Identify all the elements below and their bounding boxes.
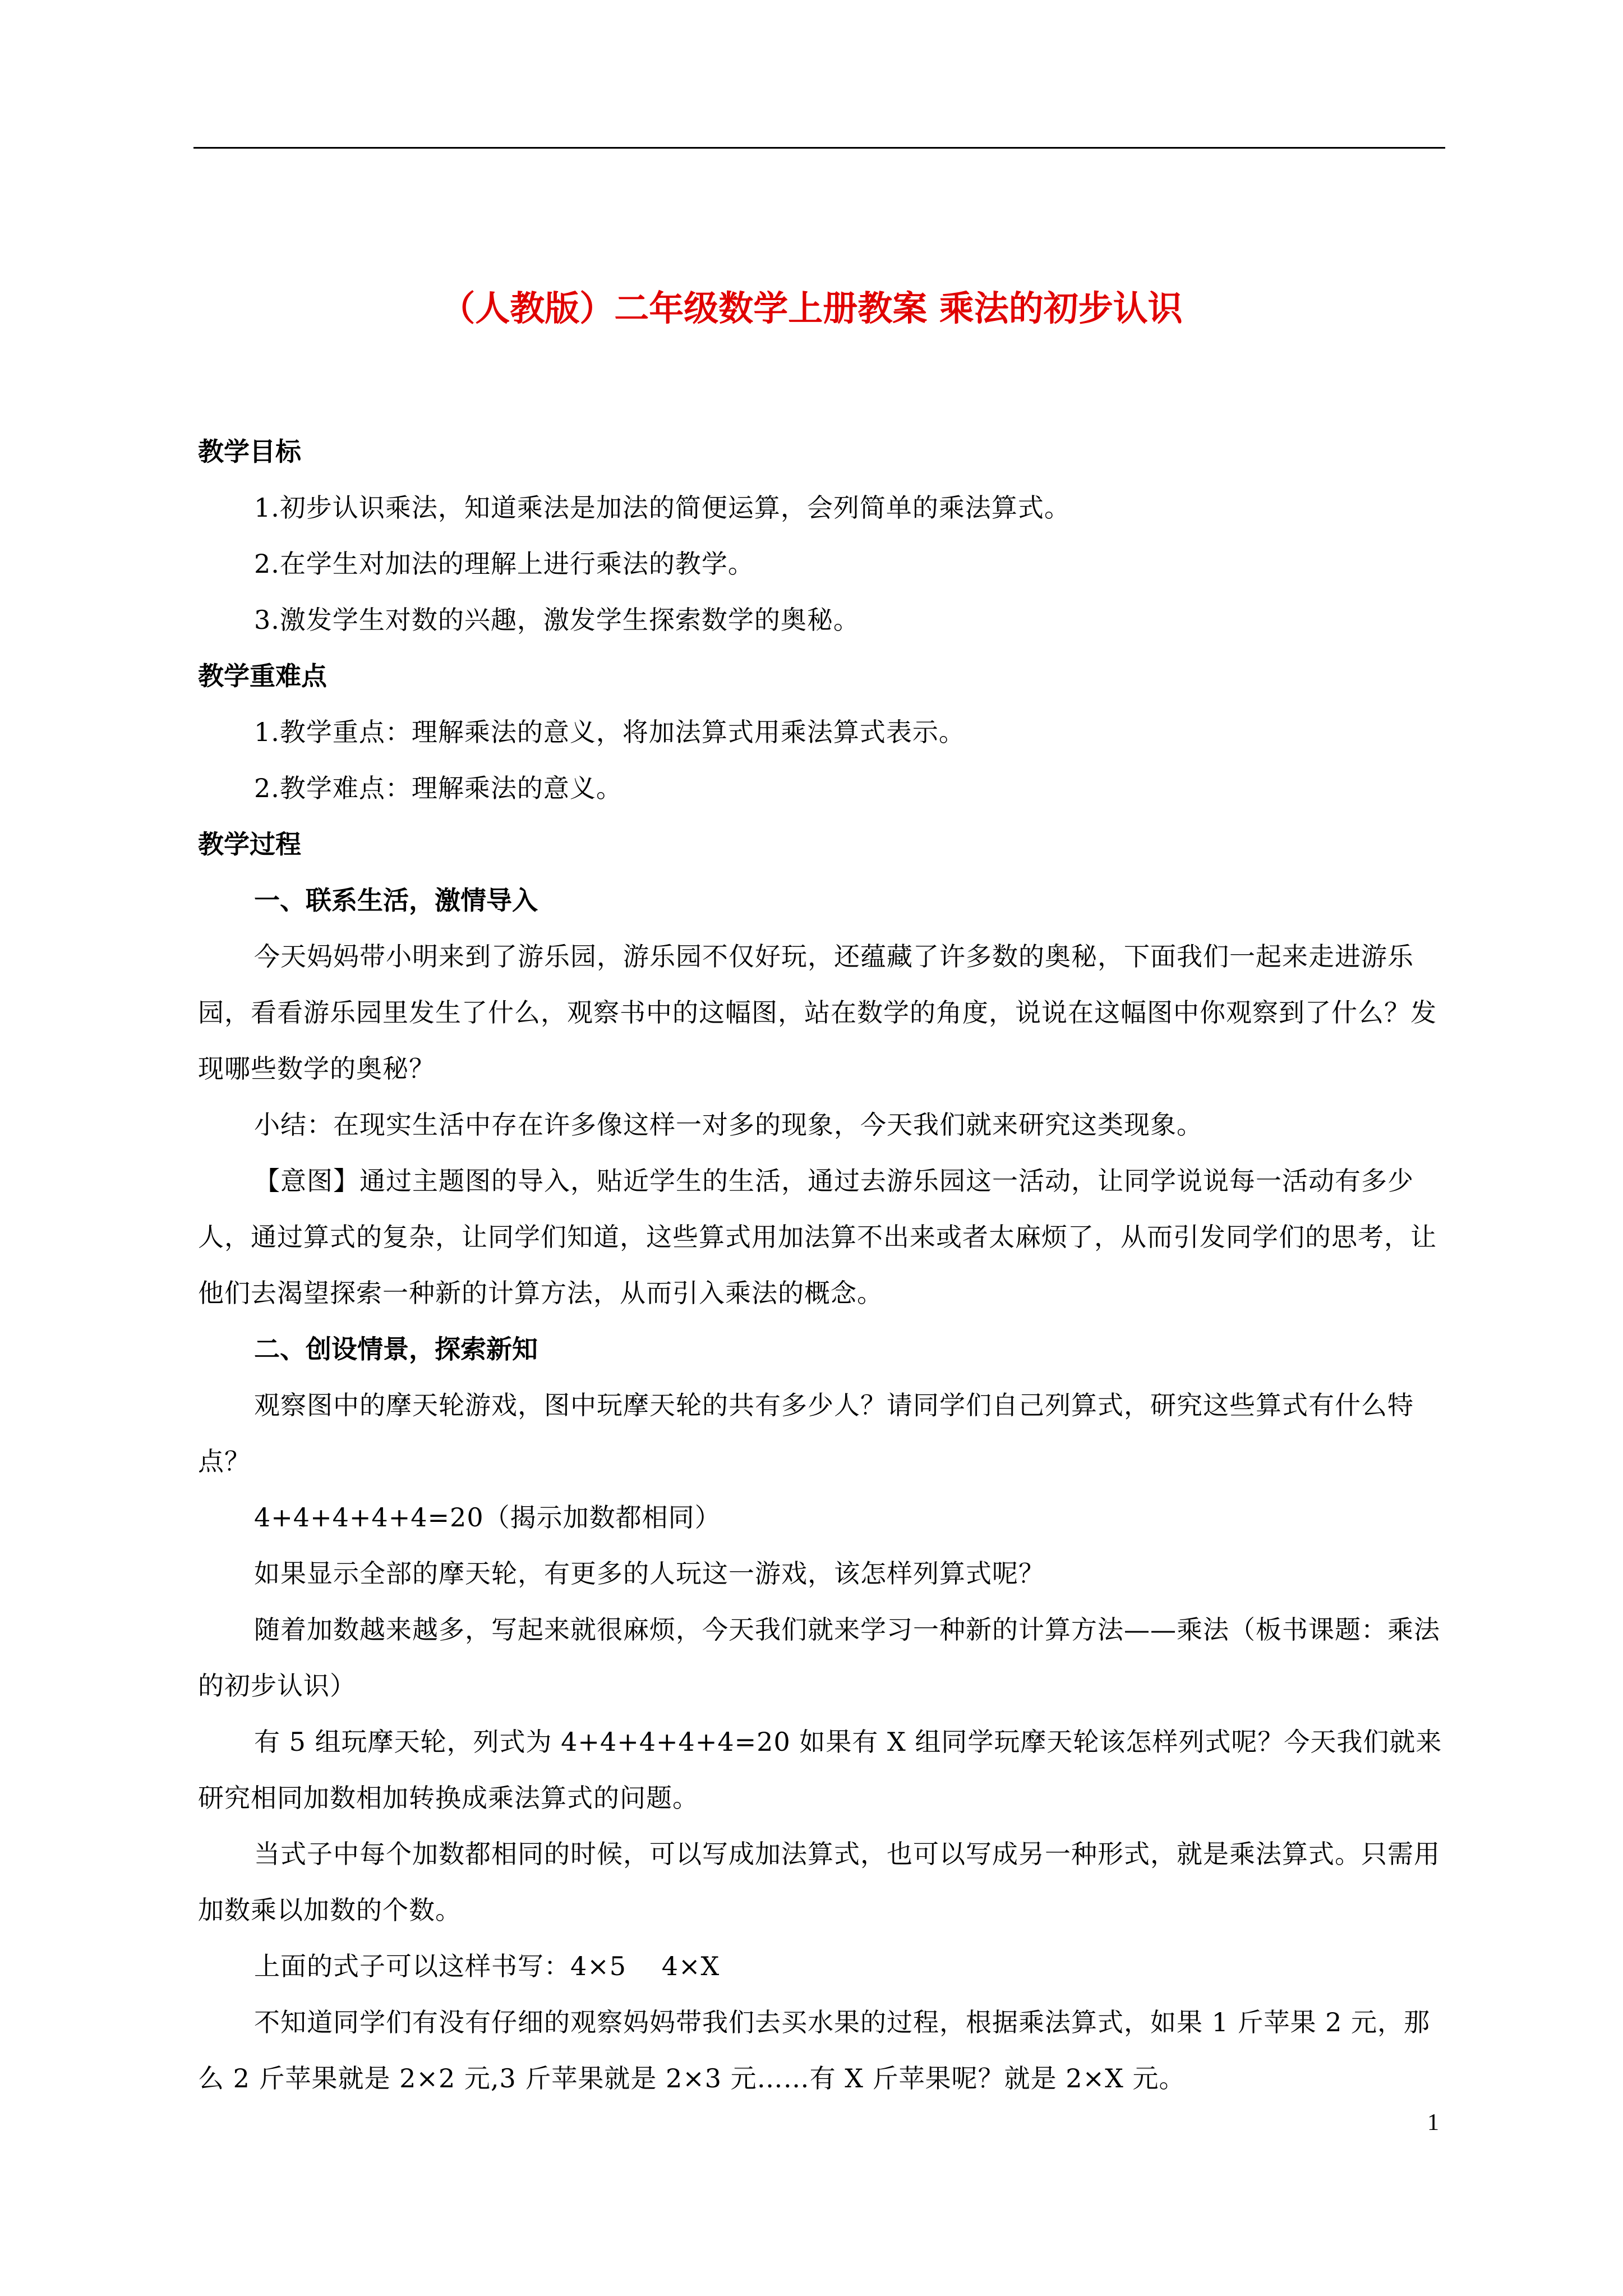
part1-heading: 一、联系生活，激情导入 <box>254 885 538 915</box>
paragraph: 随着加数越来越多，写起来就很麻烦，今天我们就来学习一种新的计算方法——乘法（板书课题：乘法的初步认识） <box>198 1614 1440 1701</box>
paragraph: 不知道同学们有没有仔细的观察妈妈带我们去买水果的过程，根据乘法算式，如果 1 斤苹果 2 元，那么 2 斤苹果就是 2×2 元,3 斤苹果就是 2×3 元……有 X 斤苹果呢？就是 2×X 元。 <box>198 2007 1431 2093</box>
paragraph: 当式子中每个加数都相同的时候，可以写成加法算式，也可以写成另一种形式，就是乘法算式。只需用加数乘以加数的个数。 <box>198 1839 1440 1925</box>
goal-item: 2.在学生对加法的理解上进行乘法的教学。 <box>254 549 754 579</box>
keypoint-item: 2.教学难点：理解乘法的意义。 <box>254 773 623 803</box>
goal-item: 3.激发学生对数的兴趣，激发学生探索数学的奥秘。 <box>254 605 860 635</box>
document-title: （人教版）二年级数学上册教案 乘法的初步认识 <box>440 288 1183 329</box>
paragraph: 观察图中的摩天轮游戏，图中玩摩天轮的共有多少人？请同学们自己列算式，研究这些算式有什么特点？ <box>198 1390 1414 1476</box>
keypoints-heading: 教学重难点 <box>198 661 327 691</box>
paragraph: 有 5 组玩摩天轮，列式为 4+4+4+4+4=20 如果有 X 组同学玩摩天轮该怎样列式呢？今天我们就来研究相同加数相加转换成乘法算式的问题。 <box>198 1727 1442 1813</box>
part2-heading: 二、创设情景，探索新知 <box>254 1334 538 1364</box>
page-number: 1 <box>1427 2110 1439 2136</box>
paragraph: 如果显示全部的摩天轮，有更多的人玩这一游戏，该怎样列算式呢？ <box>254 1558 1045 1589</box>
paragraph: 今天妈妈带小明来到了游乐园，游乐园不仅好玩，还蕴藏了许多数的奥秘，下面我们一起来走进游乐园，看看游乐园里发生了什么，观察书中的这幅图，站在数学的角度，说说在这幅图中你观察到了什么？发现哪些数学的奥秘？ <box>198 941 1437 1084</box>
paragraph: 上面的式子可以这样书写：4×5 4×X <box>254 1951 720 1981</box>
paragraph: 小结：在现实生活中存在许多像这样一对多的现象，今天我们就来研究这类现象。 <box>254 1110 1203 1140</box>
header-rule <box>193 147 1445 149</box>
document-body <box>198 424 1446 2106</box>
goals-heading: 教学目标 <box>198 436 301 467</box>
goal-item: 1.初步认识乘法，知道乘法是加法的简便运算，会列简单的乘法算式。 <box>254 493 1071 523</box>
keypoint-item: 1.教学重点：理解乘法的意义，将加法算式用乘法算式表示。 <box>254 717 965 747</box>
paragraph: 【意图】通过主题图的导入，贴近学生的生活，通过去游乐园这一活动，让同学说说每一活动有多少人，通过算式的复杂，让同学们知道，这些算式用加法算不出来或者太麻烦了，从而引发同学们的思考，让他们去渴望探索一种新的计算方法，从而引入乘法的概念。 <box>198 1166 1437 1308</box>
paragraph: 4+4+4+4+4=20（揭示加数都相同） <box>254 1502 721 1533</box>
process-heading: 教学过程 <box>198 829 301 859</box>
